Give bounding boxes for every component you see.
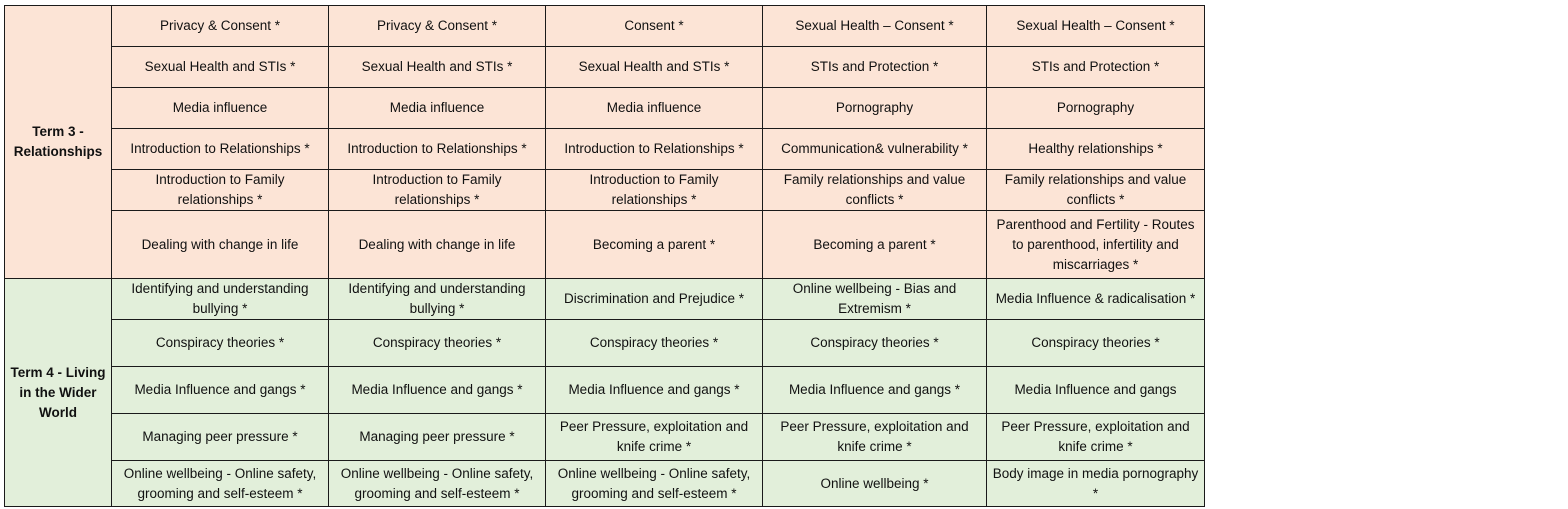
table-cell: Healthy relationships *	[987, 129, 1205, 170]
table-cell: Peer Pressure, exploitation and knife crime *	[763, 414, 987, 461]
table-cell: Identifying and understanding bullying *	[112, 279, 329, 320]
table-cell: Introduction to Family relationships *	[329, 170, 546, 211]
table-cell: Family relationships and value conflicts *	[987, 170, 1205, 211]
table-row	[5, 414, 1205, 461]
table-cell: Sexual Health – Consent *	[763, 6, 987, 47]
curriculum-table	[4, 5, 1205, 507]
table-cell: Media influence	[329, 88, 546, 129]
table-cell: Body image in media pornography *	[987, 461, 1205, 507]
table-cell: Discrimination and Prejudice *	[546, 279, 763, 320]
table-row	[5, 170, 1205, 211]
term-label: Term 3 - Relationships	[5, 6, 112, 279]
table-cell: Introduction to Relationships *	[112, 129, 329, 170]
table-cell: Managing peer pressure *	[329, 414, 546, 461]
table-cell: Sexual Health – Consent *	[987, 6, 1205, 47]
table-cell: Peer Pressure, exploitation and knife crime *	[987, 414, 1205, 461]
table-cell: Conspiracy theories *	[546, 320, 763, 367]
curriculum-table-body	[5, 6, 1205, 507]
table-row	[5, 279, 1205, 320]
table-cell: Conspiracy theories *	[112, 320, 329, 367]
table-cell: Online wellbeing *	[763, 461, 987, 507]
table-cell: Managing peer pressure *	[112, 414, 329, 461]
table-cell: Sexual Health and STIs *	[329, 47, 546, 88]
table-cell: Dealing with change in life	[112, 211, 329, 279]
table-cell: Parenthood and Fertility - Routes to parenthood, infertility and miscarriages *	[987, 211, 1205, 279]
table-cell: Online wellbeing - Online safety, grooming and self-esteem *	[546, 461, 763, 507]
table-cell: Media Influence & radicalisation *	[987, 279, 1205, 320]
table-cell: Conspiracy theories *	[987, 320, 1205, 367]
table-cell: Conspiracy theories *	[763, 320, 987, 367]
table-row	[5, 211, 1205, 279]
table-row	[5, 367, 1205, 414]
term-label: Term 4 - Living in the Wider World	[5, 279, 112, 507]
table-cell: Online wellbeing - Online safety, grooming and self-esteem *	[329, 461, 546, 507]
table-cell: Online wellbeing - Bias and Extremism *	[763, 279, 987, 320]
table-cell: Media influence	[112, 88, 329, 129]
table-cell: Communication& vulnerability *	[763, 129, 987, 170]
table-cell: Conspiracy theories *	[329, 320, 546, 367]
table-cell: Privacy & Consent *	[329, 6, 546, 47]
table-cell: Pornography	[987, 88, 1205, 129]
table-row	[5, 47, 1205, 88]
table-cell: Media Influence and gangs *	[763, 367, 987, 414]
table-row	[5, 88, 1205, 129]
table-cell: Consent *	[546, 6, 763, 47]
table-cell: Becoming a parent *	[546, 211, 763, 279]
table-cell: Media influence	[546, 88, 763, 129]
table-cell: Identifying and understanding bullying *	[329, 279, 546, 320]
table-cell: Becoming a parent *	[763, 211, 987, 279]
table-row	[5, 461, 1205, 507]
table-cell: Sexual Health and STIs *	[112, 47, 329, 88]
table-cell: Dealing with change in life	[329, 211, 546, 279]
table-cell: Introduction to Family relationships *	[546, 170, 763, 211]
table-cell: Family relationships and value conflicts *	[763, 170, 987, 211]
table-cell: Online wellbeing - Online safety, grooming and self-esteem *	[112, 461, 329, 507]
table-cell: Media Influence and gangs	[987, 367, 1205, 414]
table-cell: Media Influence and gangs *	[329, 367, 546, 414]
table-row	[5, 6, 1205, 47]
table-cell: STIs and Protection *	[987, 47, 1205, 88]
table-cell: Peer Pressure, exploitation and knife crime *	[546, 414, 763, 461]
table-cell: STIs and Protection *	[763, 47, 987, 88]
table-cell: Sexual Health and STIs *	[546, 47, 763, 88]
table-cell: Introduction to Family relationships *	[112, 170, 329, 211]
table-cell: Privacy & Consent *	[112, 6, 329, 47]
table-cell: Introduction to Relationships *	[546, 129, 763, 170]
table-cell: Media Influence and gangs *	[546, 367, 763, 414]
table-cell: Media Influence and gangs *	[112, 367, 329, 414]
table-cell: Introduction to Relationships *	[329, 129, 546, 170]
table-cell: Pornography	[763, 88, 987, 129]
table-row	[5, 320, 1205, 367]
table-row	[5, 129, 1205, 170]
